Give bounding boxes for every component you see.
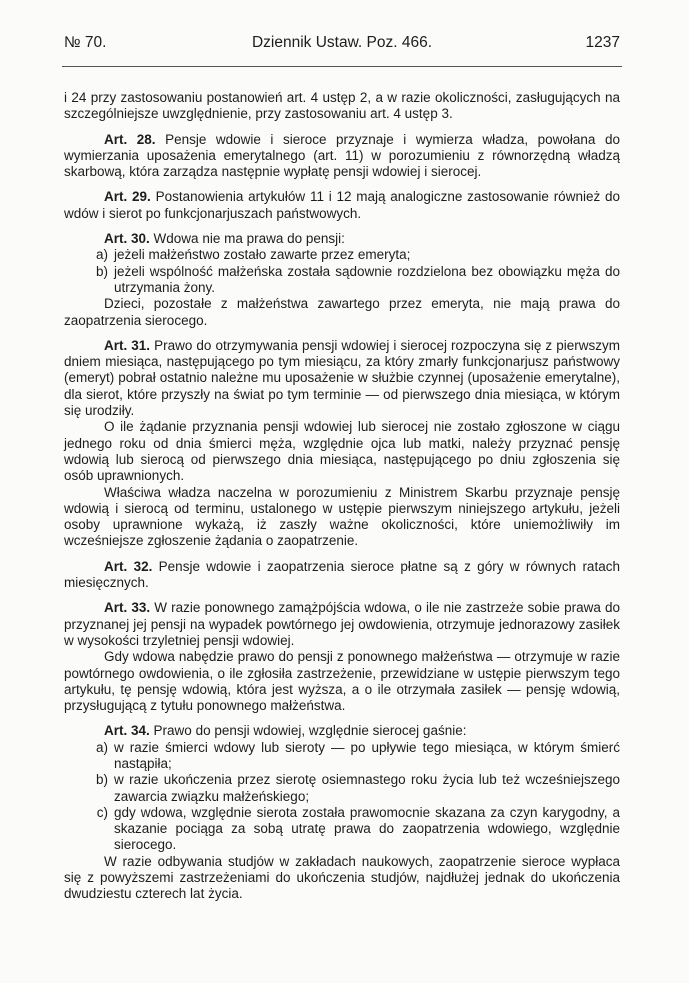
article-30-paragraph-2: Dzieci, pozostałe z małżeństwa zawartego przez emeryta, nie mają prawa do zaopatrzenia sierocego.	[64, 296, 620, 328]
journal-title: Dziennik Ustaw. Poz. 466.	[251, 34, 433, 51]
list-item-label: a)	[95, 247, 108, 263]
list-item-text: jeżeli wspólność małżeńska została sądownie rozdzielona bez obowiązku męża do utrzymania żony.	[114, 263, 620, 295]
list-item-text: w razie ukończenia przez sierotę osiemnastego roku życia lub też wcześniejszego zawarcia związku małżeńskiego;	[114, 772, 620, 804]
header-rule	[62, 66, 622, 67]
article-33-label: Art. 33.	[104, 600, 151, 616]
article-28-label: Art. 28.	[104, 131, 156, 147]
list-item-label: b)	[95, 772, 108, 788]
list-item-label: c)	[96, 804, 108, 820]
article-31-text: Prawo do otrzymywania pensji wdowiej i sierocej rozpoczyna się z pierwszym dniem miesiąca, następującego po tym miesiącu, za który zmarły funkcjonarjusz państwowy (emeryt) pobrał ostatnio należne mu uposażenie w służbie czynnej (uposażenie emerytalne), dla sierot, które przyszły na świat po tym terminie — od pierwszego dnia miesiąca, w którym się urodziły.	[64, 337, 620, 419]
article-31-label: Art. 31.	[104, 337, 151, 353]
article-29	[64, 189, 620, 222]
article-32	[64, 559, 620, 592]
article-29-text: Postanowienia artykułów 11 i 12 mają analogiczne zastosowanie również do wdów i sierot po funkcjonarjuszach państwowych.	[64, 189, 620, 221]
article-31-paragraph-2: O ile żądanie przyznania pensji wdowiej lub sierocej nie zostało zgłoszone w ciągu jednego roku od dnia śmierci męża, względnie ojca lub matki, należy przyznać pensję wdowią lub sierocą od pierwszego dnia miesiąca, następującego po dniu zgłoszenia się osób uprawnionych.	[64, 419, 620, 484]
list-item-label: b)	[95, 263, 108, 279]
list-item-text: w razie śmierci wdowy lub sieroty — po upływie tego miesiąca, w którym śmierć nastąpiła;	[114, 739, 620, 771]
issue-number: № 70.	[64, 34, 107, 51]
list-item	[64, 247, 620, 263]
article-34-text: Prawo do pensji wdowiej, względnie sierocej gaśnie:	[153, 723, 467, 739]
article-34-paragraph-2: W razie odbywania studjów w zakładach naukowych, zaopatrzenie sieroce wypłaca się z powyższemi zastrzeżeniami do ukończenia studjów, najdłużej jednak do ukończenia dwudziestu czterech lat życia.	[64, 853, 620, 902]
list-item-label: a)	[95, 739, 108, 755]
article-33-text: W razie ponownego zamążpójścia wdowa, o ile nie zastrzeże sobie prawa do przyznanej jej pensji na wypadek powtórnego jej owdowienia, otrzymuje jednorazowy zasiłek w wysokości trzyletniej pensji wdowiej.	[64, 600, 620, 648]
article-28-text: Pensje wdowie i sieroce przyznaje i wymierza władza, powołana do wymierzania uposażenia emerytalnego (art. 11) w porozumieniu z równorzędną władzą skarbową, która zarządza następnie wypłatę pensji wdowiej i sierocej.	[64, 131, 620, 180]
article-29-label: Art. 29.	[104, 189, 151, 205]
article-34	[64, 723, 620, 739]
list-item	[64, 805, 620, 854]
article-31	[64, 338, 620, 419]
article-31-paragraph-3: Właściwa władza naczelna w porozumieniu z Ministrem Skarbu przyznaje pensję wdowią i sierocą od terminu, ustalonego w ustępie pierwszym niniejszego artykułu, jeżeli osoby uprawnione wykażą, iż zaszły ważne okoliczności, które uniemożliwiły im wcześniejsze zgłoszenie żądania o zaopatrzenie.	[64, 484, 620, 549]
list-item-text: jeżeli małżeństwo zostało zawarte przez emeryta;	[114, 247, 411, 263]
list-item	[64, 264, 620, 297]
page-number: 1237	[585, 34, 620, 51]
article-30	[64, 231, 620, 247]
article-34-label: Art. 34.	[104, 723, 150, 739]
article-32-text: Pensje wdowie i zaopatrzenia sieroce płatne są z góry w równych ratach miesięcznych.	[64, 558, 620, 591]
document-body	[64, 90, 620, 903]
article-33-paragraph-2: Gdy wdowa nabędzie prawo do pensji z ponownego małżeństwa — otrzymuje w razie powtórnego owdowienia, o ile zgłosiła zastrzeżenie, przewidziane w ustępie pierwszym tego artykułu, tę pensję wdowią, która jest wyższa, a o ile otrzymała zasiłek — pensję wdowią, przysługującą z tytułu ponownego małżeństwa.	[64, 649, 620, 714]
list-item	[64, 740, 620, 773]
page-header	[64, 30, 620, 56]
list-item	[64, 772, 620, 805]
list-item-text: gdy wdowa, względnie sierota została prawomocnie skazana za czyn karygodny, a skazanie pociąga za sobą utratę prawa do zaopatrzenia wdowiego, względnie sierocego.	[114, 804, 620, 853]
article-28	[64, 132, 620, 181]
article-30-text: Wdowa nie ma prawa do pensji:	[153, 231, 345, 247]
article-32-label: Art. 32.	[104, 558, 153, 574]
article-30-label: Art. 30.	[104, 231, 150, 247]
article-33	[64, 600, 620, 649]
intro-paragraph: i 24 przy zastosowaniu postanowień art. 4 ustęp 2, a w razie okoliczności, zasługujących na szczególniejsze uwzględnienie, przy zastosowaniu art. 4 ustęp 3.	[64, 90, 620, 122]
